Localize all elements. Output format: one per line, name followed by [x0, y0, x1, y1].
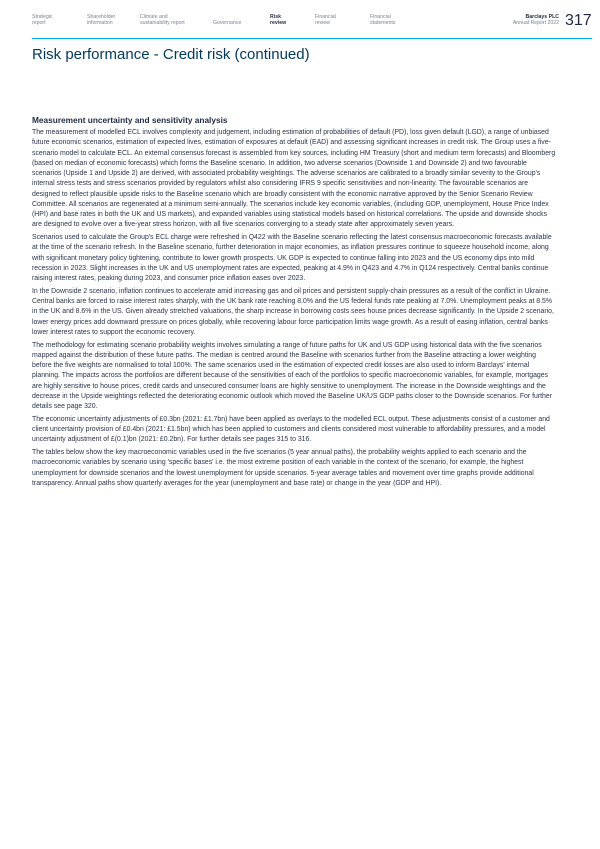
nav-financial-statements[interactable]: Financial statements	[370, 14, 396, 27]
top-navigation	[32, 12, 592, 34]
header-divider	[32, 38, 592, 39]
report-name: Annual Report 2022	[512, 20, 559, 27]
nav-climate-sustainability-report[interactable]: Climate and sustainability report	[140, 14, 185, 27]
paragraph: The economic uncertainty adjustments of £0.3bn (2021: £1.7bn) have been applied as overlays to the modelled ECL output. These adjustments consist of a customer and client uncertainty provision of £0.4bn (2021: £1.5bn) which has been applied to customers and clients considered most vulnerable to affordability pressures, and a model uncertainty adjustment of £(0.1)bn (2021: £0.2bn). For further details see pages 315 to 316.	[32, 415, 550, 444]
page-title: Risk performance - Credit risk (continued)	[32, 46, 310, 63]
paragraph: The tables below show the key macroeconomic variables used in the five scenarios (5 year annual paths), the probability weights applied to each scenario and the macroeconomic variables by scenario using 'specific bases' i.e. the most extreme position of each variable in the context of the scenario, for example, the highest unemployment for downside scenarios and the lowest unemployment for upside scenarios. 5-year average tables and movement over time graphs provide additional transparency. Annual paths show quarterly averages for the year (unemployment and base rate) or change in the year (GDP and HPI).	[32, 449, 534, 487]
nav-governance[interactable]: Governance	[213, 20, 242, 27]
nav-shareholder-information[interactable]: Shareholder information	[87, 14, 116, 27]
paragraph: In the Downside 2 scenario, inflation continues to accelerate amid increasing gas and oil prices and persistent supply-chain pressures as a result of the conflict in Ukraine. Central banks are forced to raise interest rates sharply, with the UK bank rate reaching 8.0% and the US federal funds rate peaking at 7.0%. Unemployment peaks at 8.5% in the UK and 8.6% in the US. Given already stretched valuations, the sharp increase in borrowing costs sees house prices decrease significantly. In the Upside 2 scenario, lower energy prices add downward pressure on prices globally, while recovering labour force participation limits wage growth. As a result of easing inflation, central banks lower interest rates to support the economic recovery.	[32, 287, 554, 336]
nav-strategic-report[interactable]: Strategic report	[32, 14, 53, 27]
page-number: 317	[565, 12, 592, 29]
paragraph: The methodology for estimating scenario probability weights involves simulating a range of future paths for UK and US GDP using historical data with the five scenarios mapped against the distribution of these future paths. The median is centred around the Baseline with scenarios further from the Baseline attracting a lower weighting before the five weights are normalised to total 100%. The same scenarios used in the estimation of expected credit losses are also used to inform Barclays' internal planning. The impacts across the portfolios are different because of the sensitivities of each of the portfolios to specific macroeconomic variables, for example, mortgages are highly sensitive to house prices, credit cards and unsecured consumer loans are highly sensitive to unemployment. The increase in the Downside weightings and the decrease in the Upside weightings reflected the deteriorating economic outlook which moved the Baseline UK/US GDP paths closer to the Downside scenarios. For further details see page 320.	[32, 341, 553, 410]
section-heading: Measurement uncertainty and sensitivity analysis	[32, 115, 228, 125]
nav-financial-review[interactable]: Financial review	[315, 14, 336, 27]
paragraph: Scenarios used to calculate the Group's ECL charge were refreshed in Q422 with the Baseline scenario reflecting the latest consensus macroeconomic forecasts available at the time of the scenario refresh. In the Baseline scenario, further deterioration in major economies, as inflation pressures continue to squeeze household income, along with significant monetary policy tightening, contribute to lower growth prospects. UK GDP is expected to continue falling into 2023 and the US economy dips into mild recession in 2023. Slight increases in the UK and US unemployment rates are expected, peaking at 4.9% in Q423 and 4.7% in Q124 respectively. Central banks continue raising interest rates, peaking during 2023, and consumer price inflation eases over 2023.	[32, 234, 552, 282]
company-name: Barclays PLC	[525, 14, 559, 20]
report-brand	[493, 14, 559, 27]
paragraph: The measurement of modelled ECL involves complexity and judgement, including estimation of probabilities of default (PD), loss given default (LGD), a range of unbiased future economic scenarios, estimation of expected lives, estimation of exposures at default (EAD) and assessing significant increases in credit risk. The Group uses a five-scenario model to calculate ECL. An external consensus forecast is assembled from key sources, including HM Treasury (short and medium term forecasts) and Bloomberg (based on median of economic forecasts) which forms the Baseline scenario. In addition, two adverse scenarios (Downside 1 and Downside 2) and two favourable scenarios (Upside 1 and Upside 2) are derived, with associated probability weightings. The adverse scenarios are calibrated to a broadly similar severity to the Group's internal stress tests and stress scenarios provided by regulators whilst also considering IFRS 9 specific sensitivities and non-linearity. The favourable scenarios are designed to reflect plausible upside risks to the Baseline scenario which are broadly consistent with the economic narrative approved by the Senior Scenario Review Committee. All scenarios are regenerated at a minimum semi-annually. The scenarios include key economic variables, (including GDP, unemployment, House Price Index (HPI) and base rates in both the UK and US markets), and expanded variables using statistical models based on historical correlations. The upside and downside shocks are designed to evolve over a five-year stress horizon, with all five scenarios converging to a steady state after approximately seven years.	[32, 129, 556, 229]
nav-risk-review[interactable]: Risk review	[270, 14, 287, 27]
body-text	[32, 128, 556, 492]
